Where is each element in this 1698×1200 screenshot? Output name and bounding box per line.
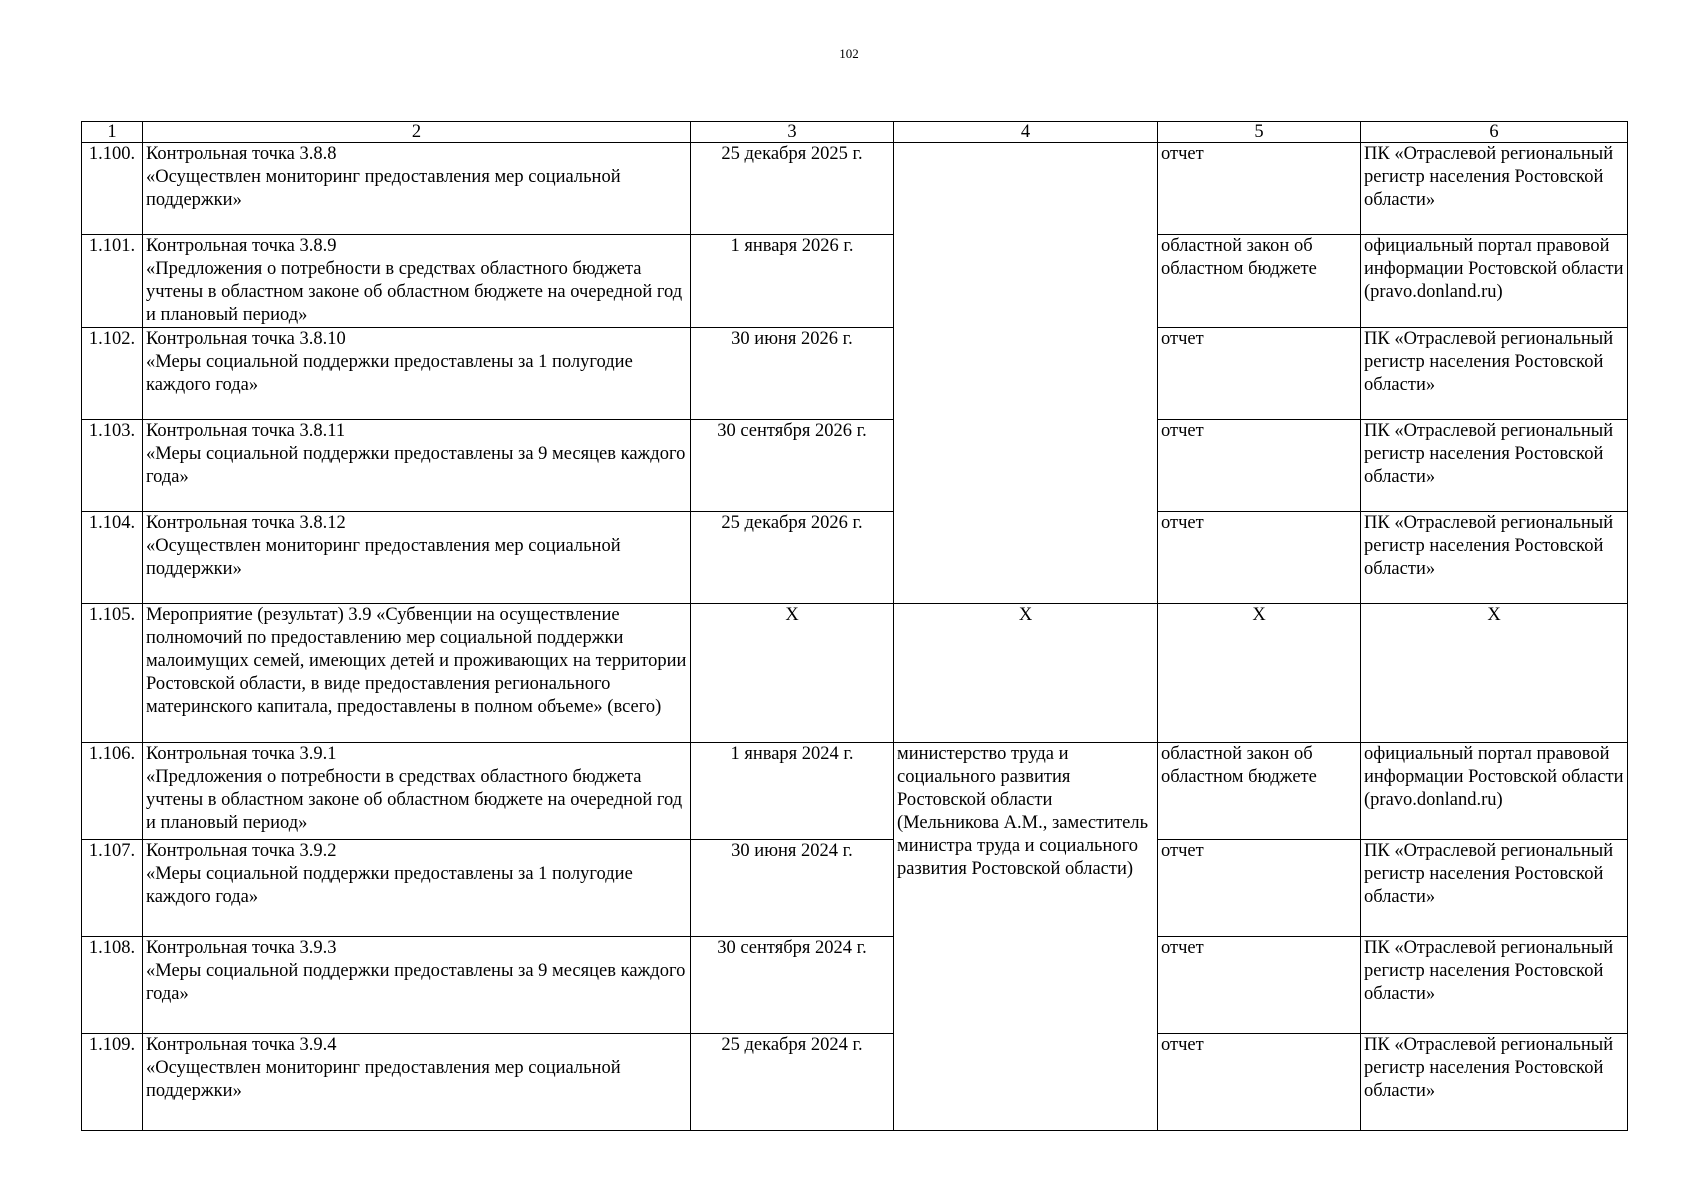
control-point-title: Контрольная точка 3.9.3 (146, 938, 337, 958)
table-row (82, 328, 1628, 420)
control-point-description: «Меры социальной поддержки предоставлены за 9 месяцев каждого года» (146, 961, 686, 1004)
row-description-cell (143, 235, 691, 328)
row-number: 1.109. (82, 1034, 143, 1131)
column-header: 3 (691, 122, 894, 143)
info-source: официальный портал правовой информации Ростовской области (pravo.donland.ru) (1361, 743, 1628, 840)
row-description-cell (143, 1034, 691, 1131)
deadline-date: 25 декабря 2026 г. (691, 512, 894, 604)
document-type: отчет (1158, 420, 1361, 512)
control-point-title: Контрольная точка 3.8.11 (146, 421, 346, 441)
deadline-date: 30 июня 2024 г. (691, 840, 894, 937)
column-header: 4 (894, 122, 1158, 143)
document-type: отчет (1158, 1034, 1361, 1131)
not-applicable-mark: X (1158, 604, 1361, 743)
control-point-title: Контрольная точка 3.9.4 (146, 1035, 337, 1055)
row-number: 1.108. (82, 937, 143, 1034)
row-number: 1.100. (82, 143, 143, 235)
control-point-title: Контрольная точка 3.9.1 (146, 744, 337, 764)
info-source: ПК «Отраслевой региональный регистр населения Ростовской области» (1361, 143, 1628, 235)
row-number: 1.107. (82, 840, 143, 937)
info-source: ПК «Отраслевой региональный регистр населения Ростовской области» (1361, 420, 1628, 512)
not-applicable-mark: X (691, 604, 894, 743)
row-number: 1.101. (82, 235, 143, 328)
deadline-date: 1 января 2024 г. (691, 743, 894, 840)
column-header: 1 (82, 122, 143, 143)
control-point-title: Контрольная точка 3.8.12 (146, 513, 346, 533)
row-number: 1.105. (82, 604, 143, 743)
info-source: ПК «Отраслевой региональный регистр населения Ростовской области» (1361, 840, 1628, 937)
table-row (82, 420, 1628, 512)
activity-description: Мероприятие (результат) 3.9 «Субвенции на осуществление полномочий по предоставлению мер социальной поддержки малоимущих семей, имеющих детей и проживающих на территории Ростовской области, в виде предоставления регионального материнского капитала, предоставлены в полном объеме» (всего) (143, 604, 691, 743)
row-description-cell (143, 937, 691, 1034)
control-point-description: «Меры социальной поддержки предоставлены за 9 месяцев каждого года» (146, 444, 686, 487)
deadline-date: 1 января 2026 г. (691, 235, 894, 328)
table-row (82, 1034, 1628, 1131)
not-applicable-mark: X (1361, 604, 1628, 743)
document-type: областной закон об областном бюджете (1158, 743, 1361, 840)
deadline-date: 25 декабря 2025 г. (691, 143, 894, 235)
table-row (82, 743, 1628, 840)
info-source: ПК «Отраслевой региональный регистр населения Ростовской области» (1361, 937, 1628, 1034)
document-type: отчет (1158, 143, 1361, 235)
column-number-row (82, 122, 1628, 143)
control-point-title: Контрольная точка 3.8.10 (146, 329, 346, 349)
deadline-date: 30 сентября 2026 г. (691, 420, 894, 512)
table-row (82, 143, 1628, 235)
deadline-date: 30 июня 2026 г. (691, 328, 894, 420)
row-number: 1.104. (82, 512, 143, 604)
not-applicable-mark: X (894, 604, 1158, 743)
info-source: официальный портал правовой информации Ростовской области (pravo.donland.ru) (1361, 235, 1628, 328)
table-row (82, 512, 1628, 604)
table-row (82, 937, 1628, 1034)
document-type: отчет (1158, 840, 1361, 937)
page-number: 102 (839, 46, 859, 61)
control-point-title: Контрольная точка 3.8.9 (146, 236, 337, 256)
control-point-description: «Предложения о потребности в средствах областного бюджета учтены в областном законе об областном бюджете на очередной год и плановый период» (146, 259, 683, 325)
row-number: 1.106. (82, 743, 143, 840)
deadline-date: 25 декабря 2024 г. (691, 1034, 894, 1131)
control-point-title: Контрольная точка 3.9.2 (146, 841, 337, 861)
table-row (82, 840, 1628, 937)
row-description-cell (143, 143, 691, 235)
document-type: отчет (1158, 937, 1361, 1034)
row-description-cell (143, 743, 691, 840)
info-source: ПК «Отраслевой региональный регистр населения Ростовской области» (1361, 512, 1628, 604)
row-number: 1.102. (82, 328, 143, 420)
info-source: ПК «Отраслевой региональный регистр населения Ростовской области» (1361, 328, 1628, 420)
info-source: ПК «Отраслевой региональный регистр населения Ростовской области» (1361, 1034, 1628, 1131)
control-point-description: «Меры социальной поддержки предоставлены за 1 полугодие каждого года» (146, 864, 633, 907)
control-point-title: Контрольная точка 3.8.8 (146, 144, 337, 164)
document-type: отчет (1158, 512, 1361, 604)
control-point-description: «Осуществлен мониторинг предоставления мер социальной поддержки» (146, 536, 621, 579)
table-row (82, 235, 1628, 328)
column-header: 6 (1361, 122, 1628, 143)
responsible-cell-empty (894, 143, 1158, 604)
control-point-description: «Предложения о потребности в средствах областного бюджета учтены в областном законе об областном бюджете на очередной год и плановый период» (146, 767, 683, 833)
row-description-cell (143, 512, 691, 604)
document-type: областной закон об областном бюджете (1158, 235, 1361, 328)
row-description-cell (143, 840, 691, 937)
row-number: 1.103. (82, 420, 143, 512)
document-type: отчет (1158, 328, 1361, 420)
deadline-date: 30 сентября 2024 г. (691, 937, 894, 1034)
column-header: 2 (143, 122, 691, 143)
control-point-description: «Осуществлен мониторинг предоставления мер социальной поддержки» (146, 1058, 621, 1101)
table-row (82, 604, 1628, 743)
control-point-description: «Меры социальной поддержки предоставлены за 1 полугодие каждого года» (146, 352, 633, 395)
control-point-description: «Осуществлен мониторинг предоставления мер социальной поддержки» (146, 167, 621, 210)
row-description-cell (143, 328, 691, 420)
responsible-executor: министерство труда и социального развития Ростовской области (Мельникова А.М., заместитель министра труда и социального развития Ростовской области) (894, 743, 1158, 1131)
control-points-table (81, 121, 1628, 1131)
row-description-cell (143, 420, 691, 512)
column-header: 5 (1158, 122, 1361, 143)
